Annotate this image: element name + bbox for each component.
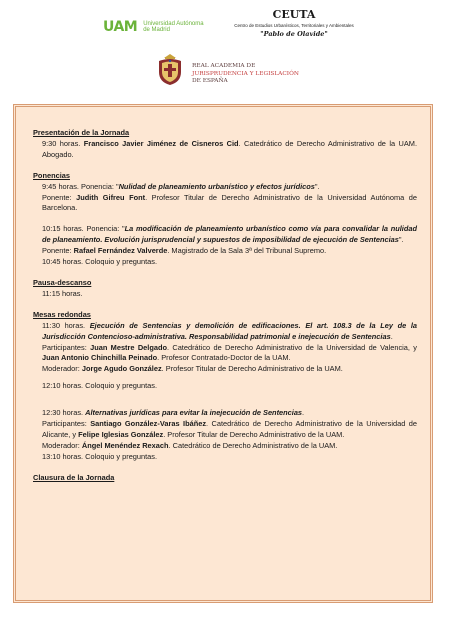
presentacion-time: 9:30 horas. <box>42 138 81 148</box>
uam-name <box>143 21 203 33</box>
mesa-1-title: Ejecución de Sentencias y demolición de edificaciones. El art. 108.3 de la Ley de la Jurisdicción Contencioso-administrativa. Responsabilidad patrimonial e inejecución de Sentencias <box>42 320 417 341</box>
presentacion-desc: . Catedrático de Derecho Administrativo de la UAM. Abogado. <box>42 138 417 159</box>
section-title-ponencias: Ponencias <box>33 170 70 180</box>
mesa-2-title: Alternativas jurídicas para evitar la inejecución de Sentencias <box>85 408 303 418</box>
ceuta-logo <box>234 8 354 38</box>
academy-logo-text <box>192 63 299 86</box>
ponencia-2-end: ". <box>398 235 404 245</box>
ceuta-name: "Pablo de Olavide" <box>260 30 328 38</box>
mesa-2-participant-2: Felipe Iglesias González <box>78 429 164 439</box>
ponencia-1-ponente: Judith Gifreu Font <box>76 192 146 202</box>
ponencia-1 <box>33 182 417 215</box>
mesa-1-participant-2: Juan Antonio Chinchilla Peinado <box>42 353 158 363</box>
mesa-2-participants-label: Participantes: <box>42 419 91 429</box>
mesa-1-moderator-desc: . Profesor Titular de Derecho Administrativo de la UAM. <box>161 364 343 374</box>
uam-name-line2: de Madrid <box>143 27 170 33</box>
mesa-1-coloquio: 12:10 horas. Coloquio y preguntas. <box>42 381 158 391</box>
mesa-1-moderator: Jorge Agudo González <box>81 364 162 374</box>
ponencia-1-ponente-desc: . Profesor Titular de Derecho Administrativo de la Universidad Autónoma de Barcelona. <box>42 192 417 213</box>
mesa-2-participant-1-desc: . Catedrático de Derecho Administrativo de la Universidad de Alicante, y <box>42 419 417 439</box>
mesa-2-moderator: Ángel Menéndez Rexach <box>81 440 169 450</box>
ponencia-2-ponente-label: Ponente: <box>42 246 74 256</box>
mesa-2-participant-1: Santiago González-Varas Ibáñez <box>90 419 207 429</box>
mesa-1-participant-2-desc: . Profesor Contratado-Doctor de la UAM. <box>157 353 291 363</box>
academy-line1: REAL ACADEMIA DE <box>192 63 256 69</box>
presentacion-speaker: Francisco Javier Jiménez de Cisneros Cid <box>83 138 239 148</box>
ceuta-title: CEUTA <box>272 8 316 21</box>
ponencia-2-ponente-desc: . Magistrado de la Sala 3ª del Tribunal Supremo. <box>167 246 327 256</box>
ponencia-1-title: Nulidad de planeamiento urbanístico y efectos jurídicos <box>118 181 315 191</box>
program-panel <box>13 104 433 603</box>
uam-mark-a: A <box>113 19 124 35</box>
uam-name-line1: Universidad Autónoma <box>143 21 204 27</box>
ponencia-2 <box>33 224 417 268</box>
header <box>0 0 449 100</box>
mesa-1-moderator-label: Moderador: <box>42 364 82 374</box>
mesa-1-participants-label: Participantes: <box>42 342 91 352</box>
mesa-2-participant-2-desc: . Profesor Titular de Derecho Administrativo de la UAM. <box>163 429 345 439</box>
mesa-2-moderator-desc: . Catedrático de Derecho Administrativo de la UAM. <box>168 440 338 450</box>
section-title-pausa: Pausa-descanso <box>33 277 92 287</box>
ponencia-2-ponente: Rafael Fernández Valverde <box>73 246 168 256</box>
pausa-time: 11:15 horas. <box>42 288 83 298</box>
mesa-2-end: . <box>302 408 305 418</box>
section-title-clausura: Clausura de la Jornada <box>33 472 115 482</box>
mesa-2-moderator-label: Moderador: <box>42 440 82 450</box>
ponencia-2-time: 10:15 horas. Ponencia: " <box>42 224 125 234</box>
ponencia-1-end: ". <box>314 181 320 191</box>
program-content <box>33 128 417 484</box>
academy-line3: DE ESPAÑA <box>192 78 228 84</box>
mesa-2 <box>33 408 417 463</box>
section-title-mesas: Mesas redondas <box>33 309 91 319</box>
uam-mark-m: M <box>123 19 138 35</box>
mesa-1 <box>33 321 417 376</box>
section-title-presentacion: Presentación de la Jornada <box>33 128 130 137</box>
uam-mark-u: U <box>103 19 114 35</box>
crest-icon <box>155 52 185 86</box>
mesa-2-coloquio: 13:10 horas. Coloquio y preguntas. <box>42 451 158 461</box>
mesa-1-end: . <box>390 331 393 341</box>
mesa-2-time: 12:30 horas. <box>42 408 86 418</box>
academy-line2: JURISPRUDENCIA Y LEGISLACIÓN <box>192 70 299 77</box>
mesa-1-time: 11:30 horas. <box>42 320 90 330</box>
ponencias-coloquio: 10:45 horas. Coloquio y preguntas. <box>42 257 158 267</box>
uam-logo <box>103 19 204 35</box>
ponencia-1-time: 9:45 horas. Ponencia: " <box>42 181 119 191</box>
mesa-1-participant-1: Juan Mestre Delgado <box>90 342 167 352</box>
ceuta-subtitle: Centro de Estudios Urbanísticos, Territoriales y Ambientales <box>234 23 354 28</box>
presentacion-item <box>33 139 417 161</box>
uam-mark <box>103 19 137 35</box>
mesa-1-participant-1-desc: . Catedrático de Derecho Administrativo de la Universidad de Valencia, y <box>166 342 417 352</box>
ponencia-2-title: La modificación de planeamiento urbanístico como vía para convalidar la nulidad de planeamiento. Evolución jurisprudencial y supuestos de imposibilidad de ejecución de Sentencias <box>42 224 417 245</box>
ponencia-1-ponente-label: Ponente: <box>42 192 77 202</box>
